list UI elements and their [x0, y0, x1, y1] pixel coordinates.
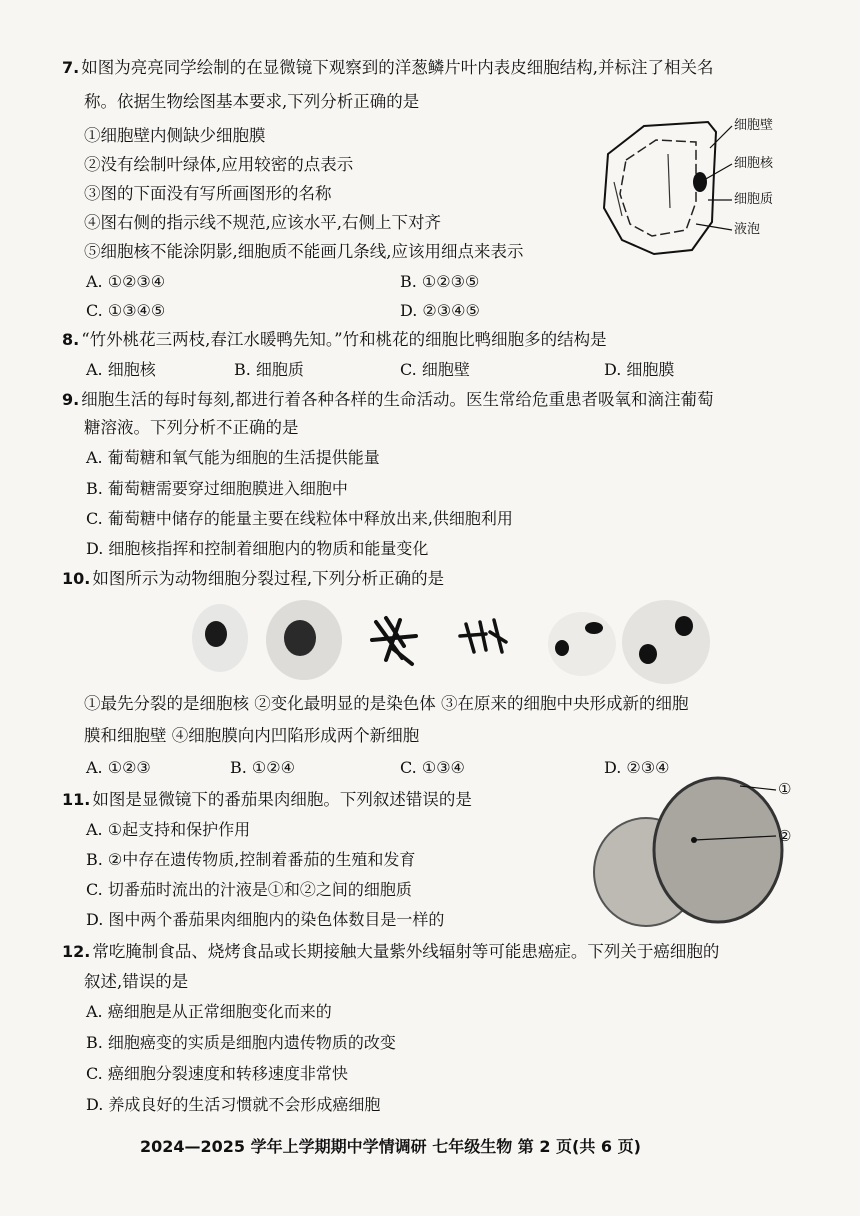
q11-option-d[interactable]: D. 图中两个番茄果肉细胞内的染色体数目是一样的 [86, 910, 445, 929]
q7-stem-line2: 称。依据生物绘图基本要求,下列分析正确的是 [84, 92, 420, 111]
cell-division-figure [190, 598, 730, 686]
q8-option-a[interactable]: A. 细胞核 [86, 360, 156, 379]
q10-option-b[interactable]: B. ①②④ [230, 758, 295, 777]
q11-number: 11. [62, 790, 91, 809]
q8-option-b[interactable]: B. 细胞质 [234, 360, 304, 379]
q7-option-a[interactable]: A. ①②③④ [86, 272, 166, 291]
q10-number: 10. [62, 569, 91, 588]
q7-option-c[interactable]: C. ①③④⑤ [86, 301, 166, 320]
label-cell-wall: 细胞壁 [734, 118, 774, 133]
q8-option-c[interactable]: C. 细胞壁 [400, 360, 470, 379]
cytoplasm-line [668, 154, 670, 208]
q7-item-1: ①细胞壁内侧缺少细胞膜 [84, 126, 266, 145]
page-footer: 2024—2025 学年上学期期中学情调研 七年级生物 第 2 页(共 6 页) [140, 1137, 641, 1156]
division-stage-2 [266, 600, 342, 680]
q9-number: 9. [62, 390, 80, 409]
q11-option-b[interactable]: B. ②中存在遗传物质,控制着番茄的生殖和发育 [86, 850, 416, 869]
q12-option-c[interactable]: C. 癌细胞分裂速度和转移速度非常快 [86, 1064, 348, 1083]
q7-item-4: ④图右侧的指示线不规范,应该水平,右侧上下对齐 [84, 213, 441, 232]
nucleus-shape [693, 172, 707, 192]
q10-option-a[interactable]: A. ①②③ [86, 758, 151, 777]
division-stage-3 [372, 618, 416, 664]
q12-option-b[interactable]: B. 细胞癌变的实质是细胞内遗传物质的改变 [86, 1033, 396, 1052]
q7-stem-line1: 7. 如图为亮亮同学绘制的在显微镜下观察到的洋葱鳞片叶内表皮细胞结构,并标注了相关名 [62, 58, 714, 77]
tomato-label-1: ① [778, 780, 792, 798]
q11-stem: 11. 如图是显微镜下的番茄果肉细胞。下列叙述错误的是 [62, 790, 472, 809]
q12-option-a[interactable]: A. 癌细胞是从正常细胞变化而来的 [86, 1002, 332, 1021]
label-vacuole: 液泡 [734, 222, 761, 237]
division-stage-5 [548, 612, 616, 676]
q10-option-c[interactable]: C. ①③④ [400, 758, 465, 777]
q7-item-2: ②没有绘制叶绿体,应用较密的点表示 [84, 155, 354, 174]
division-stage-6 [622, 600, 710, 684]
q10-items-line1: ①最先分裂的是细胞核 ②变化最明显的是染色体 ③在原来的细胞中央形成新的细胞 [84, 694, 689, 713]
q8-stem: 8. “竹外桃花三两枝,春江水暖鸭先知。”竹和桃花的细胞比鸭细胞多的结构是 [62, 330, 607, 349]
division-stage-1 [192, 604, 248, 672]
q7-number: 7. [62, 58, 80, 77]
q9-stem-line2: 糖溶液。下列分析不正确的是 [84, 418, 299, 437]
q10-option-d[interactable]: D. ②③④ [604, 758, 670, 777]
q10-stem: 10. 如图所示为动物细胞分裂过程,下列分析正确的是 [62, 569, 445, 588]
q7-item-5: ⑤细胞核不能涂阴影,细胞质不能画几条线,应该用细点来表示 [84, 242, 524, 261]
label-cytoplasm: 细胞质 [734, 192, 774, 207]
tomato-cell-figure [590, 776, 810, 936]
q7-option-b[interactable]: B. ①②③⑤ [400, 272, 480, 291]
pointer-line-vacuole [696, 224, 732, 230]
q11-option-c[interactable]: C. 切番茄时流出的汁液是①和②之间的细胞质 [86, 880, 412, 899]
q12-stem-line1: 12. 常吃腌制食品、烧烤食品或长期接触大量紫外线辐射等可能患癌症。下列关于癌细胞的 [62, 942, 720, 961]
cytoplasm-line [614, 182, 622, 216]
q8-option-d[interactable]: D. 细胞膜 [604, 360, 675, 379]
q12-number: 12. [62, 942, 91, 961]
onion-cell-figure [596, 112, 796, 262]
division-stage-4 [460, 620, 506, 652]
tomato-cell-right [654, 778, 782, 922]
q9-stem-line1: 9. 细胞生活的每时每刻,都进行着各种各样的生命活动。医生常给危重患者吸氧和滴注葡萄 [62, 390, 714, 409]
q10-items-line2: 膜和细胞壁 ④细胞膜向内凹陷形成两个新细胞 [84, 726, 420, 745]
q9-option-c[interactable]: C. 葡萄糖中储存的能量主要在线粒体中释放出来,供细胞利用 [86, 509, 513, 528]
vacuole-outline [620, 140, 696, 236]
tomato-label-2: ② [778, 827, 792, 845]
q12-option-d[interactable]: D. 养成良好的生活习惯就不会形成癌细胞 [86, 1095, 381, 1114]
q12-stem-line2: 叙述,错误的是 [84, 972, 189, 991]
q7-item-3: ③图的下面没有写所画图形的名称 [84, 184, 332, 203]
pointer-line-nucleus [704, 164, 732, 180]
label-nucleus: 细胞核 [734, 156, 774, 171]
q11-option-a[interactable]: A. ①起支持和保护作用 [86, 820, 251, 839]
q8-number: 8. [62, 330, 80, 349]
q9-option-d[interactable]: D. 细胞核指挥和控制着细胞内的物质和能量变化 [86, 539, 429, 558]
q9-option-b[interactable]: B. 葡萄糖需要穿过细胞膜进入细胞中 [86, 479, 348, 498]
q7-option-d[interactable]: D. ②③④⑤ [400, 301, 480, 320]
q9-option-a[interactable]: A. 葡萄糖和氧气能为细胞的生活提供能量 [86, 448, 380, 467]
